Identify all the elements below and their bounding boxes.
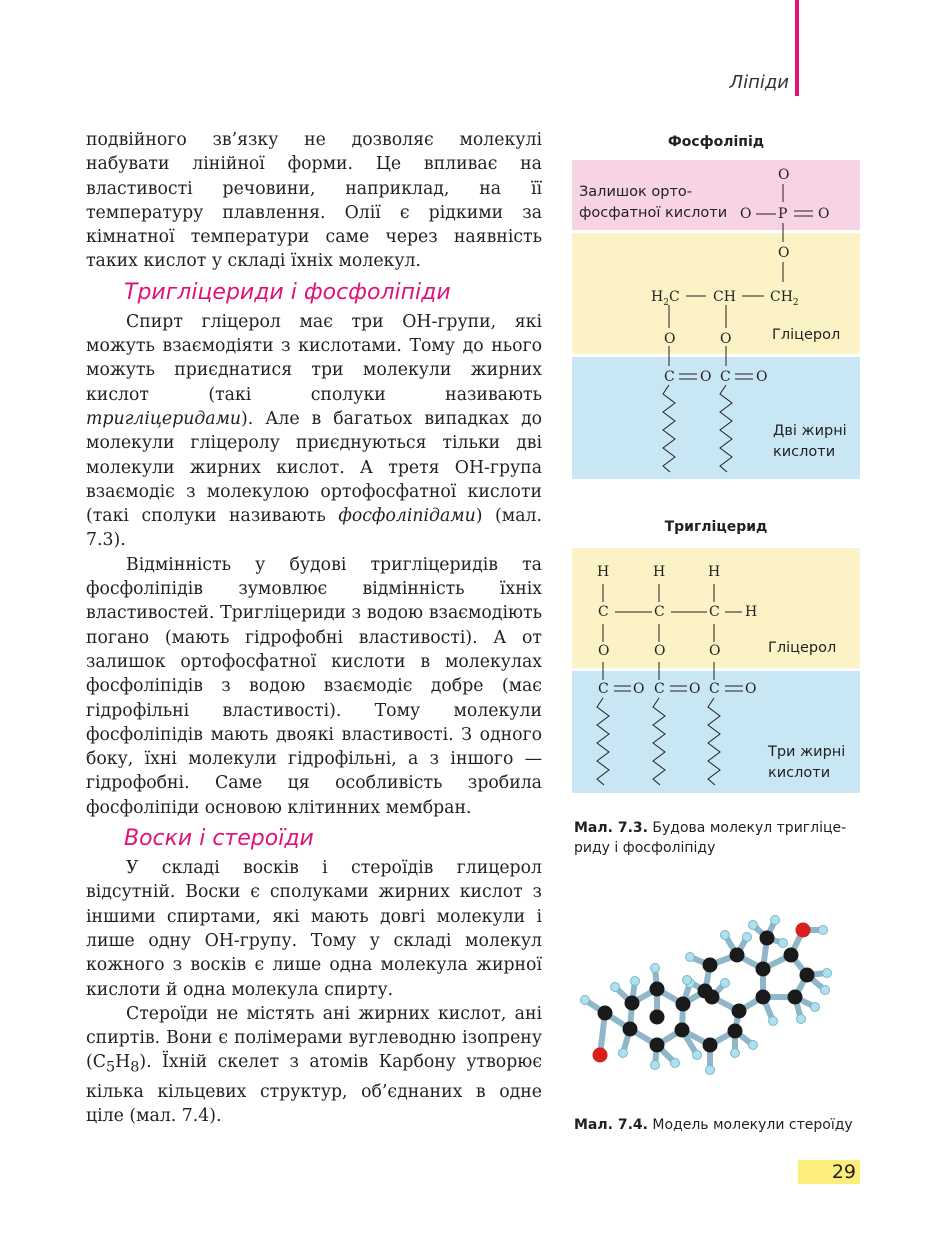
- figure-caption-7-3: Мал. 7.3. Будова молекул тригліцериду і фосфоліпіду: [574, 820, 847, 856]
- atom-c: C: [720, 369, 731, 385]
- atom-h: H: [708, 564, 721, 580]
- atom-o: O: [689, 681, 701, 697]
- atom-o: O: [664, 331, 676, 347]
- atom-p: P: [778, 206, 788, 222]
- atom-h: H: [745, 604, 758, 620]
- atom-o: O: [740, 206, 752, 222]
- paragraph: Стероїди не містять ані жирних кислот, ані спиртів. Вони є полімерами вуглеводню ізопрену $(C_5H_8)$. Їхній скелет з атомів Карбону утворює кілька кільцевих структур, об’єднаних в одне ціле (мал. 7.4).: [86, 1003, 542, 1127]
- atom-c: C: [664, 369, 675, 385]
- triglyceride-title: Тригліцерид: [664, 519, 768, 535]
- paragraph: У складі восків і стероїдів глицерол відсутній. Воски є сполуками жирних кислот з іншими спиртами, які мають довгі молекули і лише одну ОН-групу. Тому у складі молекул кожного з восків є лише одна молекула жирної кислоти й одна молекула спирту.: [86, 858, 542, 1000]
- atom-c: C: [709, 604, 720, 620]
- steroid-molecule-model: [575, 905, 865, 1085]
- atom-o: O: [598, 643, 610, 659]
- paragraph: подвійного зв’язку не дозволяє молекулі набувати лінійної форми. Це впливає на властивості речовини, наприклад, на її температуру плавлення. Олії є рідкими за кімнатної температури саме через наявність таких кислот у складі їхніх молекул.: [86, 130, 542, 272]
- term: тригліцеридами: [86, 408, 242, 429]
- atom-c: C: [598, 681, 609, 697]
- atom-o: O: [633, 681, 645, 697]
- atom-o: O: [720, 331, 732, 347]
- atom-o: O: [778, 167, 790, 183]
- paragraph: Спирт гліцерол має три ОН-групи, які можуть взаємодіяти з кислотами. Тому до нього можуть приєднатися три молекули жирних кислот (такі сполуки називають тригліцеридами). Але в багатьох випадках до молекули гліцеролу приєднуються тільки дві молекули жирних кислот. А третя ОН-група взаємодіє з молекулою ортофосфатної кислоти (такі сполуки називають фосфоліпідами) (мал. 7.3).: [86, 311, 542, 551]
- atom-c: C: [654, 681, 665, 697]
- fatty-acids-label: Три жирні кислоти: [768, 744, 846, 781]
- atom-ch2: $H_2C$: [651, 289, 680, 308]
- atom-o: O: [745, 681, 757, 697]
- figure-caption-7-4: Мал. 7.4. Модель молекули стероїду: [574, 1117, 853, 1133]
- atom-ch2: $CH_2$: [770, 289, 799, 308]
- main-text: [86, 128, 542, 1129]
- atom-c: C: [654, 604, 665, 620]
- atom-h: H: [653, 564, 666, 580]
- atom-h: H: [597, 564, 610, 580]
- section-heading: Воски і стероїди: [124, 826, 314, 852]
- atom-c: C: [598, 604, 609, 620]
- glycerol-label: Гліцерол: [772, 327, 841, 343]
- atom-o: O: [700, 369, 712, 385]
- phospholipid-bonds: [572, 160, 860, 480]
- running-head: Ліпіди: [729, 72, 789, 93]
- phospholipid-title: Фосфоліпід: [667, 134, 765, 150]
- triglyceride-bonds: [572, 548, 860, 793]
- glycerol-label: Гліцерол: [768, 640, 837, 656]
- atom-o: O: [818, 206, 830, 222]
- phosphate-label: Залишок орто- фосфатної кислоти: [579, 184, 728, 221]
- atom-c: C: [709, 681, 720, 697]
- atom-ch: CH: [713, 289, 736, 305]
- atom-o: O: [709, 643, 721, 659]
- fatty-acids-label: Дві жирні кислоти: [773, 423, 847, 460]
- atom-o: O: [778, 245, 790, 261]
- atom-o: O: [654, 643, 666, 659]
- section-heading: Тригліцериди і фосфоліпіди: [124, 279, 451, 305]
- paragraph: Відмінність у будові тригліцеридів та фосфоліпідів зумовлює відмінність їхніх властивостей. Тригліцериди з водою взаємодіють погано (мають гідрофобні властивості). А от залишок ортофосфатної кислоти в молекулах фосфоліпідів з водою взаємодіє добре (має гідрофільні властивості). Тому молекули фосфоліпідів мають двоякі властивості. З одного боку, їхні молекули гідрофільні, а з іншого — гідрофобні. Саме ця особливість зробила фосфоліпіди основою клітинних мембран.: [86, 554, 542, 818]
- term: фосфоліпідами: [338, 506, 476, 527]
- atom-o: O: [756, 369, 768, 385]
- header-rule: [795, 0, 799, 96]
- page-number: 29: [798, 1160, 860, 1184]
